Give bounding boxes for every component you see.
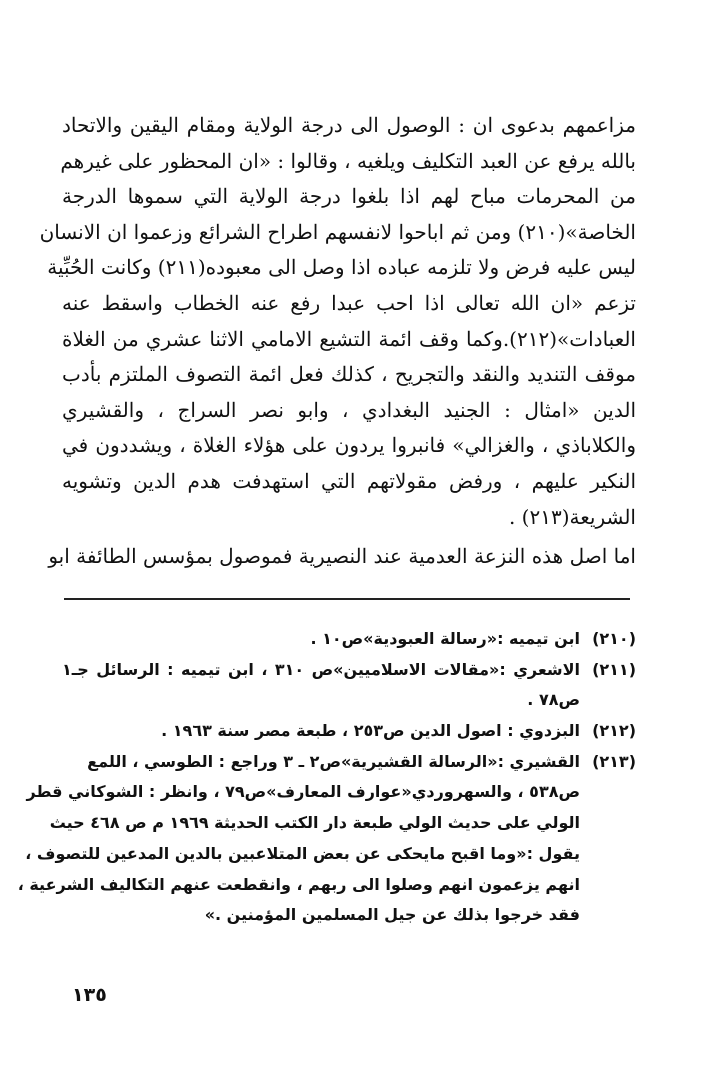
footnote-211 [62,655,636,686]
footnote-text: الولي على حديث الولي طبعة دار الكتب الحديثة ١٩٦٩ م ص ٤٦٨ حيث [49,813,580,833]
text-line: الدين «امثال : الجنيد البغدادي ، وابو نصر السراج ، والقشيري [62,397,636,422]
last-paragraph-line: اما اصل هذه النزعة العدمية عند النصيرية فموصول بمؤسس الطائفة ابو [48,544,636,569]
footnote-213-continued [26,777,636,808]
text-line: العبادات»(٢١٢).وكما وقف ائمة التشيع الامامي الاثنا عشري من الغلاة [62,326,636,351]
page-number: ١٣٥ [72,984,107,1006]
text-line: بالله يرفع عن العبد التكليف ويلغيه ، وقالوا : «ان المحظور على غيرهم [60,148,636,173]
main-text [39,108,636,575]
footnote-number: (٢١١) [592,659,636,679]
text-line: الشريعة(٢١٣) . [508,504,636,529]
text-line: والكلاباذي ، والغزالي» فانبروا يردون على هؤلاء الغلاة ، ويشددون في [62,433,636,458]
footnote-213-continued [17,870,636,901]
footnote-211-continued [62,685,636,716]
footnote-number: (٢١٠) [592,629,636,648]
text-line: تزعم «ان الله تعالى اذا احب عبدا رفع عنه الخطاب واسقط عنه [62,290,636,315]
footnote-text: ص٥٣٨ ، والسهروردي«عوارف المعارف»ص٧٩ ، وانظر : الشوكاني قطر [26,782,580,802]
footnote-text: يقول :«وما اقبح مايحكى عن بعض المتلاعبين بالدين المدعين للتصوف ، [25,843,580,863]
footnote-text: انهم يزعمون انهم وصلوا الى ربهم ، وانقطعت عنهم التكاليف الشرعية ، [17,874,580,894]
footnote-213-continued [25,839,636,870]
footnote-text: الاشعري :«مقالات الاسلاميين»ص ٣١٠ ، ابن تيميه : الرسائل جـ١ [62,659,580,679]
footnote-text: فقد خرجوا بذلك عن جيل المسلمين المؤمنين .» [204,905,580,925]
footnote-divider [64,598,630,600]
footnote-text: ابن تيميه :«رسالة العبودية»ص١٠ . [310,629,580,648]
text-line: موقف التنديد والنقد والتجريح ، كذلك فعل ائمة التصوف الملتزم بأدب [62,362,636,387]
text-line: ليس عليه فرض ولا تلزمه عباده اذا وصل الى معبوده(٢١١) وكانت الحُبِّية [47,255,636,280]
text-line: مزاعمهم بدعوى ان : الوصول الى درجة الولاية ومقام اليقين والاتحاد [62,113,636,137]
footnote-212 [62,716,636,747]
footnotes-section [17,624,636,931]
footnote-210 [62,624,636,655]
text-line: الخاصة»(٢١٠) ومن ثم اباحوا لانفسهم اطراح الشرائع وزعموا ان الانسان [39,219,636,244]
text-line: النكير عليهم ، ورفض مقولاتهم التي استهدفت هدم الدين وتشويه [62,468,636,493]
footnote-text: البزدوي : اصول الدين ص٢٥٣ ، طبعة مصر سنة ١٩٦٣ . [161,721,580,741]
footnote-213-continued [49,808,636,839]
footnote-text: ص٧٨ . [527,690,580,710]
footnote-number: (٢١٢) [592,721,636,741]
footnote-number: (٢١٣) [592,751,636,771]
footnote-213 [62,747,636,778]
footnote-213-continued [62,900,636,931]
footnote-text: القشيري :«الرسالة القشيرية»ص٢ ـ ٣ وراجع : الطوسي ، اللمع [87,751,580,771]
text-line: من المحرمات مباح لهم اذا بلغوا درجة الولاية التي سموها الدرجة [62,184,636,209]
